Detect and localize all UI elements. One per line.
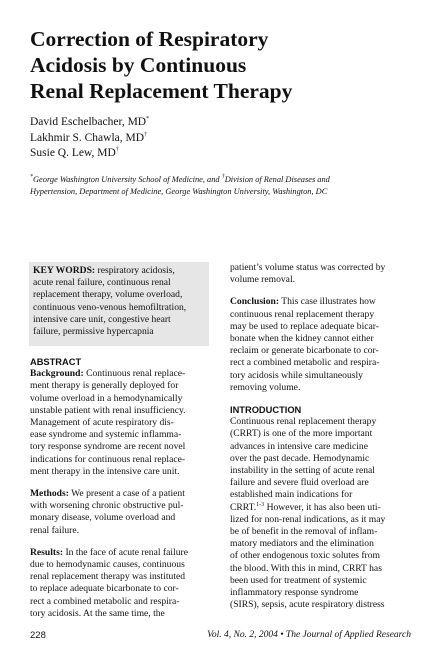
body-line: be of benefit in the removal of inflam- bbox=[230, 526, 378, 538]
background-label: Background: bbox=[30, 368, 84, 380]
body-line: Conclusion: This case illustrates how bbox=[230, 296, 376, 308]
body-line: established main indications for bbox=[230, 489, 353, 501]
body-line: (SIRS), sepsis, acute respiratory distress bbox=[230, 599, 385, 611]
keywords-line: continuous veno-venous hemofiltration, bbox=[33, 301, 187, 313]
author: Susie Q. Lew, MD† bbox=[30, 147, 119, 159]
affiliation-mark: * bbox=[146, 116, 150, 123]
abstract-line: renal replacement therapy was instituted bbox=[30, 571, 186, 583]
author-list bbox=[30, 115, 410, 162]
keywords-label: KEY WORDS: bbox=[33, 265, 96, 276]
author: David Eschelbacher, MD* bbox=[30, 116, 150, 128]
body-line: the blood. With this in mind, CRRT has bbox=[230, 562, 382, 574]
body-line: reclaim or generate bicarbonate to cor- bbox=[230, 345, 379, 357]
abstract-line: monary disease, volume overload and bbox=[30, 512, 176, 524]
body-line: Continuous renal replacement therapy bbox=[230, 416, 377, 428]
keywords-line: replacement therapy, volume overload, bbox=[33, 289, 183, 301]
body-line: rect a combined metabolic and respira- bbox=[230, 357, 380, 369]
title-line: Correction of Respiratory bbox=[30, 27, 269, 51]
abstract-line: ease syndrome and systemic inflamma- bbox=[30, 429, 182, 441]
introduction-heading: INTRODUCTION bbox=[230, 405, 302, 416]
body-line: instability in the setting of acute renal bbox=[230, 465, 375, 477]
affiliation-mark: † bbox=[144, 131, 148, 138]
abstract-line: ment therapy is generally deployed for bbox=[30, 380, 179, 392]
abstract-line: tory response syndrome are recent novel bbox=[30, 441, 186, 453]
abstract-line: due to hemodynamic causes, continuous bbox=[30, 559, 185, 571]
abstract-line: Methods: We present a case of a patient bbox=[30, 488, 185, 500]
right-column bbox=[230, 262, 410, 611]
page-number: 228 bbox=[30, 630, 46, 641]
title-line: Acidosis by Continuous bbox=[30, 53, 247, 77]
keywords-line: KEY WORDS: respiratory acidosis, bbox=[33, 265, 175, 276]
keywords-box bbox=[29, 262, 209, 346]
author: Lakhmir S. Chawla, MD† bbox=[30, 131, 148, 144]
body-line: over the past decade. Hemodynamic bbox=[230, 452, 370, 464]
body-line: matory mediators and the elimination bbox=[230, 538, 374, 550]
abstract-heading: ABSTRACT bbox=[30, 357, 82, 367]
abstract-line: rect a combined metabolic and respira- bbox=[30, 595, 180, 607]
body-line: (CRRT) is one of the more important bbox=[230, 428, 373, 440]
body-line: continuous renal replacement therapy bbox=[230, 308, 375, 320]
abstract-line: to replace adequate bicarbonate to cor- bbox=[30, 583, 179, 595]
abstract-column bbox=[30, 356, 210, 620]
abstract-line: volume overload in a hemodynamically bbox=[30, 392, 183, 404]
affiliation-line: *George Washington University School of Medicine, and †Division of Renal Diseases and bbox=[30, 174, 330, 184]
body-line: volume removal. bbox=[230, 274, 296, 286]
body-line: removing volume. bbox=[230, 381, 301, 393]
affiliation-mark: † bbox=[115, 147, 119, 154]
body-line: failure and severe fluid overload are bbox=[230, 477, 369, 489]
title-line: Renal Replacement Therapy bbox=[30, 79, 293, 103]
body-line: may be used to replace adequate bicar- bbox=[230, 320, 379, 332]
body-line: inflammatory response syndrome bbox=[230, 587, 359, 599]
abstract-line: indications for continuous renal replace- bbox=[30, 453, 186, 465]
abstract-line: with worsening chronic obstructive pul- bbox=[30, 500, 184, 512]
journal-footer: Vol. 4, No. 2, 2004 • The Journal of Applied Research bbox=[207, 630, 411, 640]
body-line: been used for treatment of systemic bbox=[230, 574, 367, 586]
abstract-line: ment therapy in the intensive care unit. bbox=[30, 465, 180, 477]
body-line: tory acidosis while simultaneously bbox=[230, 369, 363, 381]
article-title bbox=[30, 26, 430, 104]
keywords-line: acute renal failure, continuous renal bbox=[33, 277, 171, 289]
citation-ref: 1-3 bbox=[256, 501, 265, 508]
affiliation-line: Hypertension, Department of Medicine, George Washington University, Washington, DC bbox=[30, 187, 328, 196]
affiliations bbox=[30, 174, 420, 198]
conclusion-label: Conclusion: bbox=[230, 296, 280, 308]
keywords-line: failure, permissive hypercapnia bbox=[33, 326, 154, 338]
body-line: patient’s volume status was corrected by bbox=[230, 262, 386, 273]
abstract-line: unstable patient with renal insufficiency. bbox=[30, 404, 186, 416]
body-line: of other endogenous toxic solutes from bbox=[230, 550, 381, 562]
body-line: CRRT.$^{1-3}$ However, it has also been uti- bbox=[230, 501, 381, 513]
keywords-line: intensive care unit, congestive heart bbox=[33, 313, 171, 325]
abstract-line: Management of acute respiratory dis- bbox=[30, 417, 174, 429]
abstract-line: renal failure. bbox=[30, 524, 80, 536]
abstract-line: Background: Continuous renal replace- bbox=[30, 368, 186, 380]
body-line: lized for non-renal indications, as it may bbox=[230, 513, 386, 525]
abstract-line: tory acidosis. At the same time, the bbox=[30, 607, 165, 619]
body-line: bonate when the kidney cannot either bbox=[230, 333, 374, 345]
results-label: Results: bbox=[30, 546, 64, 558]
methods-label: Methods: bbox=[30, 488, 69, 500]
body-line: advances in intensive care medicine bbox=[230, 440, 368, 452]
abstract-line: Results: In the face of acute renal failure bbox=[30, 546, 188, 558]
